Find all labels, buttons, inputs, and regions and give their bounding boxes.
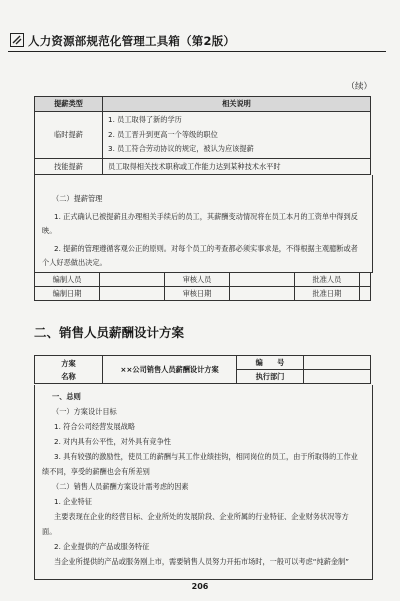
raise-type-table xyxy=(34,96,371,175)
cell: 编制人员 xyxy=(35,273,100,287)
page-header xyxy=(8,30,386,52)
paragraph: 2. 企业提供的产品或服务特征 xyxy=(54,542,150,551)
raise-desc-temporary xyxy=(103,112,371,159)
paragraph: 主要表现在企业的经营目标、企业所处的发展阶段、企业所属的行业特征、企业财务状况等方面。 xyxy=(42,512,349,536)
cell: 批准人员 xyxy=(294,273,359,287)
col-header-type: 提薪类型 xyxy=(35,97,103,112)
cell: 编制日期 xyxy=(35,287,100,301)
dept-value xyxy=(304,370,371,384)
paragraph: 2. 对内具有公平性，对外具有竞争性 xyxy=(54,437,171,446)
paragraph: 1. 正式确认已被提薪且办理相关手续后的员工，其薪酬变动情况将在员工本月的工资单中得到反映。 xyxy=(42,212,358,235)
plan-info-table xyxy=(34,355,371,384)
number-value xyxy=(304,356,371,370)
cell xyxy=(100,273,165,287)
signoff-table xyxy=(34,272,371,301)
cell xyxy=(100,287,165,301)
paragraph: 2. 提薪的管理遵循客观公正的原则。对每个员工的考查都必须实事求是，不得根据主观臆断或者个人好恶做出决定。 xyxy=(42,244,358,267)
plan-body xyxy=(34,389,371,569)
list-item: 2. 员工晋升到更高一个等级的职位 xyxy=(108,129,218,139)
paragraph: 3. 具有较强的激励性，使员工的薪酬与其工作业绩挂钩，相同岗位的员工，由于所取得的工作业绩不同，享受的薪酬也会有所差别 xyxy=(42,452,358,476)
paragraph: 1. 企业特征 xyxy=(54,497,92,506)
raise-type-skill: 技能提薪 xyxy=(35,159,103,175)
list-item: 1. 员工取得了新的学历 xyxy=(108,115,182,125)
cell xyxy=(360,273,371,287)
col-header-desc: 相关说明 xyxy=(103,97,371,112)
paragraph: 当企业所提供的产品或服务刚上市，需要销售人员努力开拓市场时，一般可以考虑“纯薪金制” xyxy=(54,557,349,566)
list-item: 3. 员工符合劳动协议的规定，被认为应该提薪 xyxy=(108,144,254,154)
paragraph: 1. 符合公司经营发展战略 xyxy=(54,422,136,431)
plan-name-value: ××公司销售人员薪酬设计方案 xyxy=(103,356,237,384)
raise-management-section xyxy=(34,192,371,270)
book-title: 人力资源部规范化管理工具箱（第2版） xyxy=(28,34,236,48)
dept-label: 执行部门 xyxy=(237,370,304,384)
raise-type-temporary: 临时提薪 xyxy=(35,112,103,159)
raise-desc-skill: 员工取得相关技术职称或工作能力达到某种技术水平时 xyxy=(103,159,371,175)
page-number: 206 xyxy=(191,582,209,591)
subheading: （二）销售人员薪酬方案设计需考虑的因素 xyxy=(52,482,189,491)
number-label: 编 号 xyxy=(237,356,304,370)
continued-label: （续） xyxy=(346,82,372,92)
cell xyxy=(230,287,295,301)
section-heading: （二）提薪管理 xyxy=(52,194,103,203)
cell xyxy=(360,287,371,301)
label-line: 方案 xyxy=(61,358,76,368)
section-title: 二、销售人员薪酬设计方案 xyxy=(34,325,185,340)
heading: 一、总则 xyxy=(52,392,81,401)
header-rule xyxy=(8,51,386,52)
cell xyxy=(230,273,295,287)
cell: 批准日期 xyxy=(294,287,359,301)
plan-name-label xyxy=(35,356,103,384)
cell: 审核人员 xyxy=(164,273,229,287)
label-line: 名称 xyxy=(61,371,76,381)
book-logo-icon xyxy=(10,33,24,47)
cell: 审核日期 xyxy=(164,287,229,301)
subheading: （一）方案设计目标 xyxy=(52,407,117,416)
